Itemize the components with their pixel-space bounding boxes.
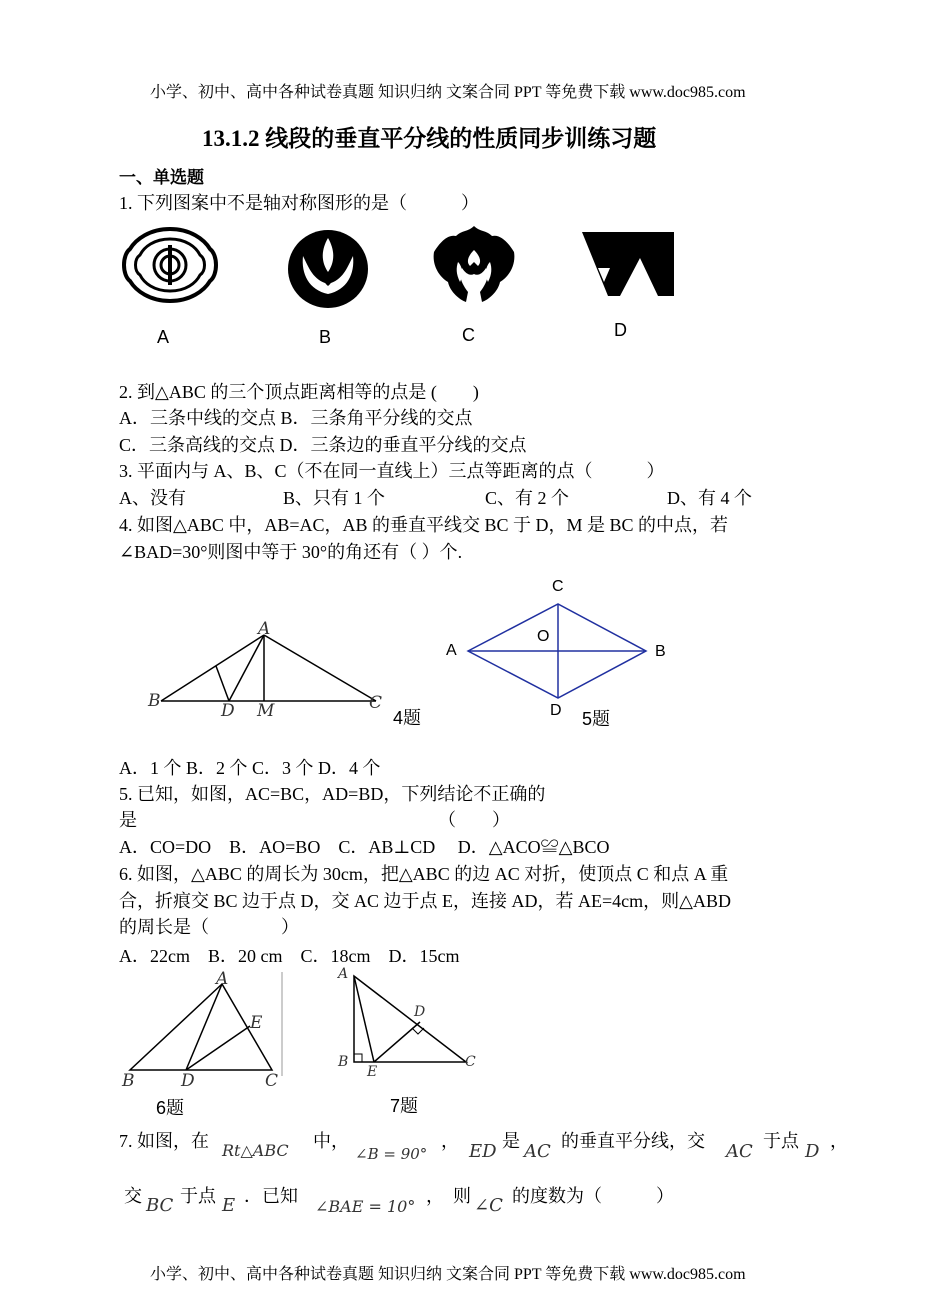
- q1-stem: 1. 下列图案中不是轴对称图形的是（ ）: [119, 193, 479, 213]
- pattern-d-image: [580, 228, 674, 298]
- q7-text-7: ，: [830, 1131, 848, 1151]
- q5-stem-blank: （ ）: [438, 810, 510, 830]
- q7-text-9: 于点: [180, 1186, 216, 1206]
- q7-math-d: D: [805, 1141, 820, 1162]
- figure-4-triangle: [140, 615, 430, 735]
- fig6-point-d: D: [181, 1071, 195, 1091]
- q7-math-rt-abc: Rt△ABC: [222, 1141, 289, 1160]
- fig4-point-b: B: [148, 691, 161, 711]
- q4-stem-line2: ∠BAD=30°则图中等于 30°的角还有（ ）个.: [119, 542, 463, 562]
- fig4-point-a: A: [258, 619, 271, 639]
- q5-stem-line1: 5. 已知，如图，AC=BC，AD=BD，下列结论不正确的: [119, 784, 546, 804]
- fig6-point-a: A: [216, 969, 229, 989]
- pattern-b-label: B: [319, 327, 332, 347]
- fig4-perpendicular-bisector: [216, 666, 229, 701]
- q7-text-2: 中，: [313, 1131, 349, 1151]
- pattern-a-label: A: [157, 327, 170, 347]
- figure-5-kite: [440, 580, 680, 720]
- fig6-point-c: C: [265, 1071, 279, 1091]
- q6-stem-line3: 的周长是（ ）: [119, 917, 299, 937]
- q7-text-10: ．已知: [244, 1186, 298, 1206]
- q7-math-e: E: [222, 1195, 236, 1216]
- fig7-point-b: B: [338, 1054, 349, 1070]
- q7-text-5: 的垂直平分线，交: [561, 1131, 705, 1151]
- fig5-point-d: D: [550, 702, 562, 719]
- fig5-point-o: O: [537, 628, 550, 645]
- fig7-point-d: D: [414, 1004, 426, 1020]
- q5-stem-line2: 是: [119, 810, 137, 830]
- page-footer: 小学、初中、高中各种试卷真题 知识归纳 文案合同 PPT 等免费下载 www.doc985.com: [150, 1266, 746, 1283]
- fig4-segment-ac: [264, 635, 376, 701]
- q7-math-bc: BC: [146, 1195, 174, 1216]
- fig7-right-angle-b: [354, 1054, 362, 1062]
- fig5-point-b: B: [655, 643, 666, 660]
- fig6-point-e: E: [250, 1013, 263, 1033]
- pattern-c-label: C: [462, 325, 475, 345]
- fig4-caption: 4题: [393, 708, 422, 728]
- section-heading: 一、单选题: [119, 168, 204, 187]
- q2-stem: 2. 到△ABC 的三个顶点距离相等的点是 ( ): [119, 382, 479, 402]
- q7-math-angle-c: ∠C: [474, 1195, 503, 1216]
- q7-math-ac-1: AC: [524, 1141, 551, 1162]
- q7-math-angle-bae: ∠BAE = 10°: [315, 1197, 416, 1216]
- q7-text-3: ，: [441, 1131, 459, 1151]
- q2-options-line2: C．三条高线的交点 D．三条边的垂直平分线的交点: [119, 435, 527, 455]
- q7-text-12: 的度数为（ ）: [512, 1186, 674, 1206]
- fig4-point-d: D: [221, 701, 235, 721]
- q3-option-b: B、只有 1 个: [283, 488, 386, 508]
- fig7-bisector-ed: [374, 1022, 420, 1062]
- fig4-point-m: M: [257, 701, 275, 721]
- fig4-segment-ab: [161, 635, 264, 701]
- q3-option-d: D、有 4 个: [667, 488, 752, 508]
- fig5-caption: 5题: [582, 709, 611, 729]
- fig7-point-c: C: [465, 1054, 476, 1070]
- figure-6-triangle: [120, 970, 290, 1080]
- q7-math-ed: ED: [469, 1141, 497, 1162]
- q3-option-a: A、没有: [119, 488, 186, 508]
- q3-stem: 3. 平面内与 A、B、C（不在同一直线上）三点等距离的点（ ）: [119, 461, 665, 481]
- fig7-point-e: E: [367, 1064, 378, 1080]
- q7-text-4: 是: [502, 1131, 520, 1151]
- pattern-b-image: [285, 228, 371, 310]
- fig5-point-a: A: [446, 642, 457, 659]
- q3-option-c: C、有 2 个: [485, 488, 570, 508]
- fig6-point-b: B: [122, 1071, 135, 1091]
- q4-options: A．1 个 B．2 个 C．3 个 D．4 个: [119, 758, 381, 778]
- q5-options: A．CO=DO B．AO=BO C．AB⊥CD D．△ACO≌△BCO: [119, 837, 610, 857]
- page-header: 小学、初中、高中各种试卷真题 知识归纳 文案合同 PPT 等免费下载 www.doc985.com: [150, 84, 746, 101]
- pattern-d-label: D: [614, 320, 627, 340]
- q7-text-8: 交: [124, 1186, 142, 1206]
- q6-options: A．22cm B．20 cm C．18cm D．15cm: [119, 946, 460, 966]
- pattern-a-image: [120, 225, 220, 305]
- fig6-caption: 6题: [156, 1098, 185, 1118]
- q7-math-angle-b: ∠B = 90°: [355, 1145, 428, 1163]
- q7-math-ac-2: AC: [726, 1141, 753, 1162]
- document-title: 13.1.2 线段的垂直平分线的性质同步训练习题: [202, 126, 657, 151]
- q6-stem-line2: 合，折痕交 BC 边于点 D，交 AC 边于点 E，连接 AD，若 AE=4cm，则△ABD: [119, 891, 731, 911]
- q7-text-11: ， 则: [426, 1186, 471, 1206]
- q7-text-6: 于点: [763, 1131, 799, 1151]
- fig7-point-a: A: [338, 966, 349, 982]
- q4-stem-line1: 4. 如图△ABC 中，AB=AC，AB 的垂直平线交 BC 于 D，M 是 BC 的中点，若: [119, 515, 729, 535]
- fig4-point-c: C: [369, 693, 383, 713]
- q6-stem-line1: 6. 如图，△ABC 的周长为 30cm，把△ABC 的边 AC 对折，使顶点 C 和点 A 重: [119, 864, 729, 884]
- pattern-c-image: [428, 222, 520, 306]
- q2-options-line1: A．三条中线的交点 B．三条角平分线的交点: [119, 408, 473, 428]
- q7-text-1: 7. 如图，在: [119, 1131, 209, 1151]
- fig5-point-c: C: [552, 578, 564, 595]
- fig4-segment-ad: [229, 635, 264, 701]
- fig7-caption: 7题: [390, 1096, 419, 1116]
